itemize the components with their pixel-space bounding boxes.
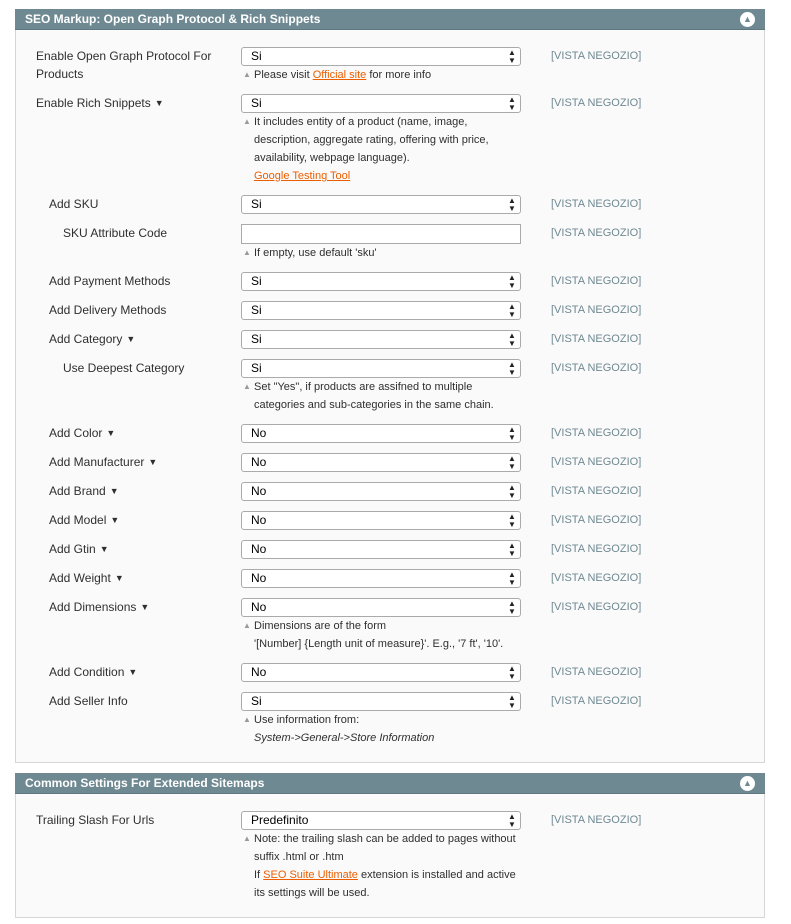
trailing-note: ▲ Note: the trailing slash can be added to pages without suffix .html or .htm If SEO Suite Ultimate extension is installed and active its settings will be used. xyxy=(241,830,541,902)
caret-down-icon: ▼ xyxy=(140,602,150,612)
scope-label: [VISTA NEGOZIO] xyxy=(551,485,642,497)
select-arrows-icon: ▲ ▼ xyxy=(508,94,516,112)
trailing-select[interactable]: Predefinito ▲ ▼ xyxy=(241,811,521,830)
select-arrows-icon: ▲ ▼ xyxy=(508,663,516,681)
weight-select[interactable]: No ▲ ▼ xyxy=(241,569,521,588)
scope-label: [VISTA NEGOZIO] xyxy=(551,514,642,526)
note-triangle-icon: ▲ xyxy=(243,382,251,391)
select-arrows-icon: ▲ ▼ xyxy=(508,301,516,319)
scope-label: [VISTA NEGOZIO] xyxy=(551,97,642,109)
seller-note: ▲ Use information from: System->General->Store Information xyxy=(241,711,541,747)
seller-label: Add Seller Info xyxy=(49,694,128,708)
select-arrows-icon: ▲ ▼ xyxy=(508,272,516,290)
caret-down-icon: ▼ xyxy=(110,515,120,525)
scope-label: [VISTA NEGOZIO] xyxy=(551,427,642,439)
select-arrows-icon: ▲ ▼ xyxy=(508,811,516,829)
scope-label: [VISTA NEGOZIO] xyxy=(551,333,642,345)
brand-select[interactable]: No ▲ ▼ xyxy=(241,482,521,501)
select-arrows-icon: ▲ ▼ xyxy=(508,598,516,616)
select-arrows-icon: ▲ ▼ xyxy=(508,511,516,529)
google-testing-tool-link[interactable]: Google Testing Tool xyxy=(254,170,351,182)
select-arrows-icon: ▲ ▼ xyxy=(508,540,516,558)
sku-attr-label: SKU Attribute Code xyxy=(63,226,168,240)
select-arrows-icon: ▲ ▼ xyxy=(508,47,516,65)
gtin-select[interactable]: No ▲ ▼ xyxy=(241,540,521,559)
select-arrows-icon: ▲ ▼ xyxy=(508,359,516,377)
sku-attr-input[interactable] xyxy=(241,224,521,244)
rich-note: ▲ It includes entity of a product (name, image, description, aggregate rating, offering with price, availability, webpage language). Google Testing Tool xyxy=(241,113,541,185)
scope-label: [VISTA NEGOZIO] xyxy=(551,814,642,826)
manufacturer-label[interactable]: Add Manufacturer ▼ xyxy=(49,455,158,469)
scope-label: [VISTA NEGOZIO] xyxy=(551,666,642,678)
color-select[interactable]: No ▲ ▼ xyxy=(241,424,521,443)
sitemap-section-header[interactable] xyxy=(15,773,765,794)
scope-label: [VISTA NEGOZIO] xyxy=(551,543,642,555)
rich-select[interactable]: Si ▲ ▼ xyxy=(241,94,521,113)
sku-attr-note: ▲ If empty, use default 'sku' xyxy=(241,244,541,262)
select-arrows-icon: ▲ ▼ xyxy=(508,424,516,442)
condition-label[interactable]: Add Condition ▼ xyxy=(49,665,138,679)
seo-suite-ultimate-link[interactable]: SEO Suite Ultimate xyxy=(263,869,358,881)
note-triangle-icon: ▲ xyxy=(243,834,251,843)
seo-section-header[interactable] xyxy=(15,9,765,30)
delivery-label: Add Delivery Methods xyxy=(49,303,167,317)
seo-section-title: SEO Markup: Open Graph Protocol & Rich Snippets xyxy=(25,12,321,26)
og-label: Enable Open Graph Protocol For Products xyxy=(36,49,212,81)
deepest-note: ▲ Set "Yes", if products are assifned to multiple categories and sub-categories in the same chain. xyxy=(241,378,541,414)
brand-label[interactable]: Add Brand ▼ xyxy=(49,484,119,498)
note-triangle-icon: ▲ xyxy=(243,715,251,724)
dimensions-select[interactable]: No ▲ ▼ xyxy=(241,598,521,617)
select-arrows-icon: ▲ ▼ xyxy=(508,692,516,710)
category-label[interactable]: Add Category ▼ xyxy=(49,332,136,346)
deepest-label: Use Deepest Category xyxy=(63,361,185,375)
deepest-select[interactable]: Si ▲ ▼ xyxy=(241,359,521,378)
caret-down-icon: ▼ xyxy=(128,667,138,677)
scope-label: [VISTA NEGOZIO] xyxy=(551,695,642,707)
model-label[interactable]: Add Model ▼ xyxy=(49,513,120,527)
dimensions-note: ▲ Dimensions are of the form '[Number] {Length unit of measure}'. E.g., '7 ft', '10'. xyxy=(241,617,541,653)
weight-label[interactable]: Add Weight ▼ xyxy=(49,571,124,585)
dimensions-label[interactable]: Add Dimensions ▼ xyxy=(49,600,150,614)
scope-label: [VISTA NEGOZIO] xyxy=(551,601,642,613)
scope-label: [VISTA NEGOZIO] xyxy=(551,198,642,210)
caret-down-icon: ▼ xyxy=(99,544,109,554)
caret-down-icon: ▼ xyxy=(114,573,124,583)
caret-down-icon: ▼ xyxy=(148,457,158,467)
scope-label: [VISTA NEGOZIO] xyxy=(551,456,642,468)
scope-label: [VISTA NEGOZIO] xyxy=(551,362,642,374)
manufacturer-select[interactable]: No ▲ ▼ xyxy=(241,453,521,472)
trailing-label: Trailing Slash For Urls xyxy=(36,813,155,827)
seller-select[interactable]: Si ▲ ▼ xyxy=(241,692,521,711)
caret-down-icon: ▼ xyxy=(109,486,119,496)
caret-down-icon: ▼ xyxy=(106,428,116,438)
chevron-up-icon[interactable]: ▲ xyxy=(740,12,755,27)
gtin-label[interactable]: Add Gtin ▼ xyxy=(49,542,109,556)
og-select[interactable]: Si ▲ ▼ xyxy=(241,47,521,66)
scope-label: [VISTA NEGOZIO] xyxy=(551,275,642,287)
chevron-up-icon[interactable]: ▲ xyxy=(740,776,755,791)
og-note: ▲ Please visit Official site for more info xyxy=(241,66,541,84)
caret-down-icon: ▼ xyxy=(126,334,136,344)
select-arrows-icon: ▲ ▼ xyxy=(508,482,516,500)
note-triangle-icon: ▲ xyxy=(243,621,251,630)
sitemap-section-title: Common Settings For Extended Sitemaps xyxy=(25,776,265,790)
color-label[interactable]: Add Color ▼ xyxy=(49,426,116,440)
sku-label: Add SKU xyxy=(49,197,99,211)
category-select[interactable]: Si ▲ ▼ xyxy=(241,330,521,349)
condition-select[interactable]: No ▲ ▼ xyxy=(241,663,521,682)
model-select[interactable]: No ▲ ▼ xyxy=(241,511,521,530)
delivery-select[interactable]: Si ▲ ▼ xyxy=(241,301,521,320)
note-triangle-icon: ▲ xyxy=(243,248,251,257)
official-site-link[interactable]: Official site xyxy=(312,69,367,81)
caret-down-icon: ▼ xyxy=(154,98,164,108)
scope-label: [VISTA NEGOZIO] xyxy=(551,50,642,62)
note-triangle-icon: ▲ xyxy=(243,117,251,126)
payment-select[interactable]: Si ▲ ▼ xyxy=(241,272,521,291)
payment-label: Add Payment Methods xyxy=(49,274,171,288)
scope-label: [VISTA NEGOZIO] xyxy=(551,304,642,316)
scope-label: [VISTA NEGOZIO] xyxy=(551,227,642,239)
note-triangle-icon: ▲ xyxy=(243,70,251,79)
scope-label: [VISTA NEGOZIO] xyxy=(551,572,642,584)
sku-select[interactable]: Si ▲ ▼ xyxy=(241,195,521,214)
select-arrows-icon: ▲ ▼ xyxy=(508,453,516,471)
select-arrows-icon: ▲ ▼ xyxy=(508,569,516,587)
select-arrows-icon: ▲ ▼ xyxy=(508,195,516,213)
select-arrows-icon: ▲ ▼ xyxy=(508,330,516,348)
rich-label[interactable]: Enable Rich Snippets ▼ xyxy=(36,96,164,110)
